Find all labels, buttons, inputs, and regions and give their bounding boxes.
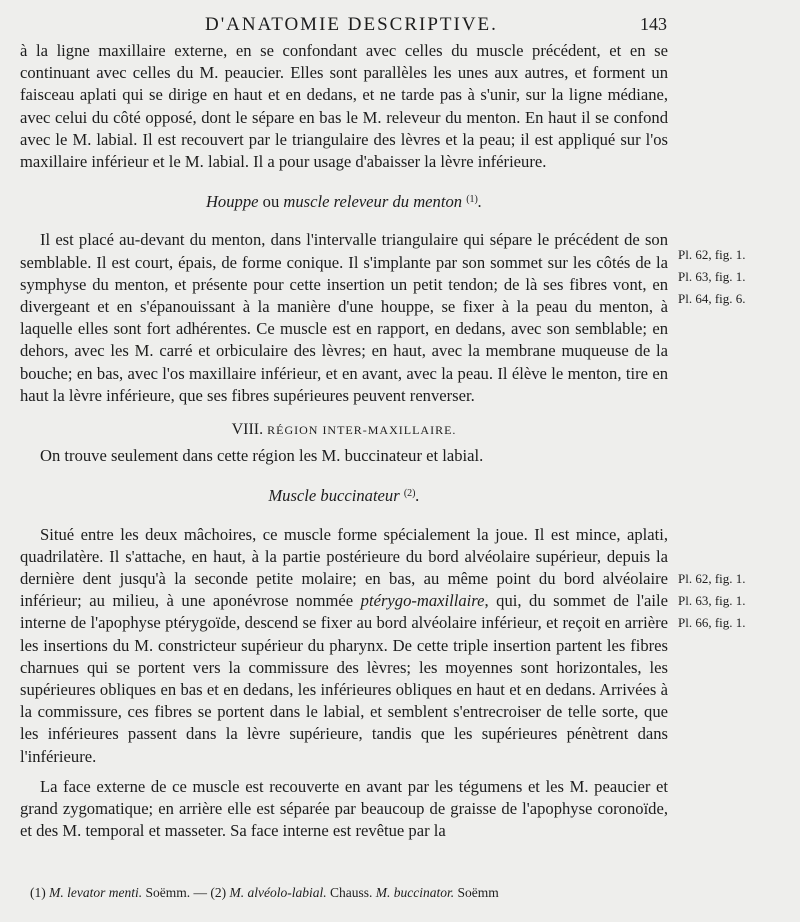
houppe-title: Houppe [205,192,259,212]
footnote-2-author: Chauss. [329,885,373,900]
plate-ref[interactable]: Pl. 62, fig. 1. [678,571,746,586]
footnote-1-author: Soëmm. — [145,885,207,900]
buccinateur-paragraph-1 [20,524,668,768]
running-header [205,14,667,38]
buccinateur-title: Muscle buccinateur [268,486,400,506]
footnote-2-name: M. alvéolo-labial. [229,885,327,900]
houppe-paragraph: Il est placé au-devant du menton, dans l'intervalle triangulaire qui sépare le précédent de son semblable. Il est court, épais, de forme conique. Il s'implante par son sommet sur les côtés de la symphyse du menton, et présente pour cette insertion un petit tendon; de là ses fibres vont, en divergeant et en s'épanouissant à la manière d'une houppe, se fixer à la peau du menton, à laquelle elles sont fort adhérentes. Ce muscle est en rapport, en dedans, avec son semblable; en dehors, avec les M. carré et orbiculaire des lèvres; en haut, avec la membrane muqueuse de la bouche; en bas, avec l'os maxillaire inférieur, et en avant, avec la peau. Il élève le menton, tire en haut la lèvre inférieure, que ses fibres supérieures peuvent renverser. [20,230,668,405]
houppe-plate-refs [678,244,793,310]
footnote-2-name2: M. buccinator. [375,885,455,900]
footnote-1-name: M. levator menti. [49,885,143,900]
footnotes [30,885,680,901]
buccinateur-paragraph-2: La face externe de ce muscle est recouverte en avant par les tégumens et les M. peaucier et grand zygomatique; en arrière elle est séparée par beaucoup de graisse de l'apophyse coronoïde, et des M. temporal et masseter. Sa face interne est revêtue par la [20,776,668,841]
footnote-mark-1[interactable]: (1) [466,194,478,206]
plate-ref[interactable]: Pl. 64, fig. 6. [678,291,746,306]
footnote-2-mark: (2) [210,885,227,900]
footnote-mark-2[interactable]: (2) [403,488,416,500]
region-paragraph: On trouve seulement dans cette région les M. buccinateur et labial. [40,446,484,466]
buccinateur-heading: Muscle buccinateur $^{(2)}$. [268,486,420,506]
pterygo-term: ptérygo-maxillaire [360,591,485,611]
plate-ref[interactable]: Pl. 62, fig. 1. [678,247,746,262]
region-name: RÉGION INTER-MAXILLAIRE. [267,423,457,438]
page-number: 143 [640,14,667,34]
buccinateur-text-1a: Situé entre les deux mâchoires, ce muscle forme spécialement la joue. Il est mince, aplati, quadrilatère. Il s'attache, en haut, à la partie postérieure du bord alvéolaire supérieur, depuis la dernière dent jusqu'à la seconde petite molaire; en bas, au même point du bord alvéolaire inférieur; au milieu, à une aponévrose nommée [20,524,668,611]
plate-ref[interactable]: Pl. 66, fig. 1. [678,615,746,630]
region-number: VIII. [231,421,264,439]
plate-ref[interactable]: Pl. 63, fig. 1. [678,269,746,284]
region-heading [20,419,668,441]
plate-ref[interactable]: Pl. 63, fig. 1. [678,593,746,608]
body-text [20,40,668,843]
footnote-1-mark: (1) [30,885,46,900]
houppe-heading: Houppe ou muscle releveur du menton $^{(1)}$. [205,192,483,212]
houppe-title-ou: ou [262,192,280,212]
houppe-title-b: muscle releveur du menton [283,192,463,212]
intro-paragraph: à la ligne maxillaire externe, en se confondant avec celles du muscle précédent, et en se continuant avec celles du M. peaucier. Elles sont parallèles les unes aux autres, et forment un faisceau aplati qui se dirige en haut et en dedans, et ne tarde pas à s'unir, sur la ligne médiane, avec celui du côté opposé, dont le sépare en bas le M. releveur du menton. En haut il se confond avec le M. labial. Il est recouvert par le triangulaire des lèvres et la peau; il est appliqué sur l'os maxillaire inférieur et le M. labial. Il a pour usage d'abaisser la lèvre inférieure. [20,41,668,172]
buccinateur-text-1b: , qui, du sommet de l'aile interne de l'apophyse ptérygoïde, descend se fixer au bord alvéolaire inférieur, et reçoit en arrière les insertions du M. constricteur supérieur du pharynx. De cette triple insertion partent les fibres charnues qui se portent vers la commissure des lèvres; les moyennes sont horizontales, les supérieures obliques en bas et en dedans, les inférieures obliques en haut et en dedans. Arrivées à la commissure, ces fibres se portent dans le labial, et semblent s'entrecroiser de telle sorte, que les inférieures passent dans la lèvre supérieure, tandis que les supérieures pénètrent dans l'inférieure. [20,591,668,766]
buccinateur-plate-refs [678,568,793,634]
footnote-2-author2: Soëmm [457,885,499,900]
header-title: D'ANATOMIE DESCRIPTIVE. [205,14,498,35]
